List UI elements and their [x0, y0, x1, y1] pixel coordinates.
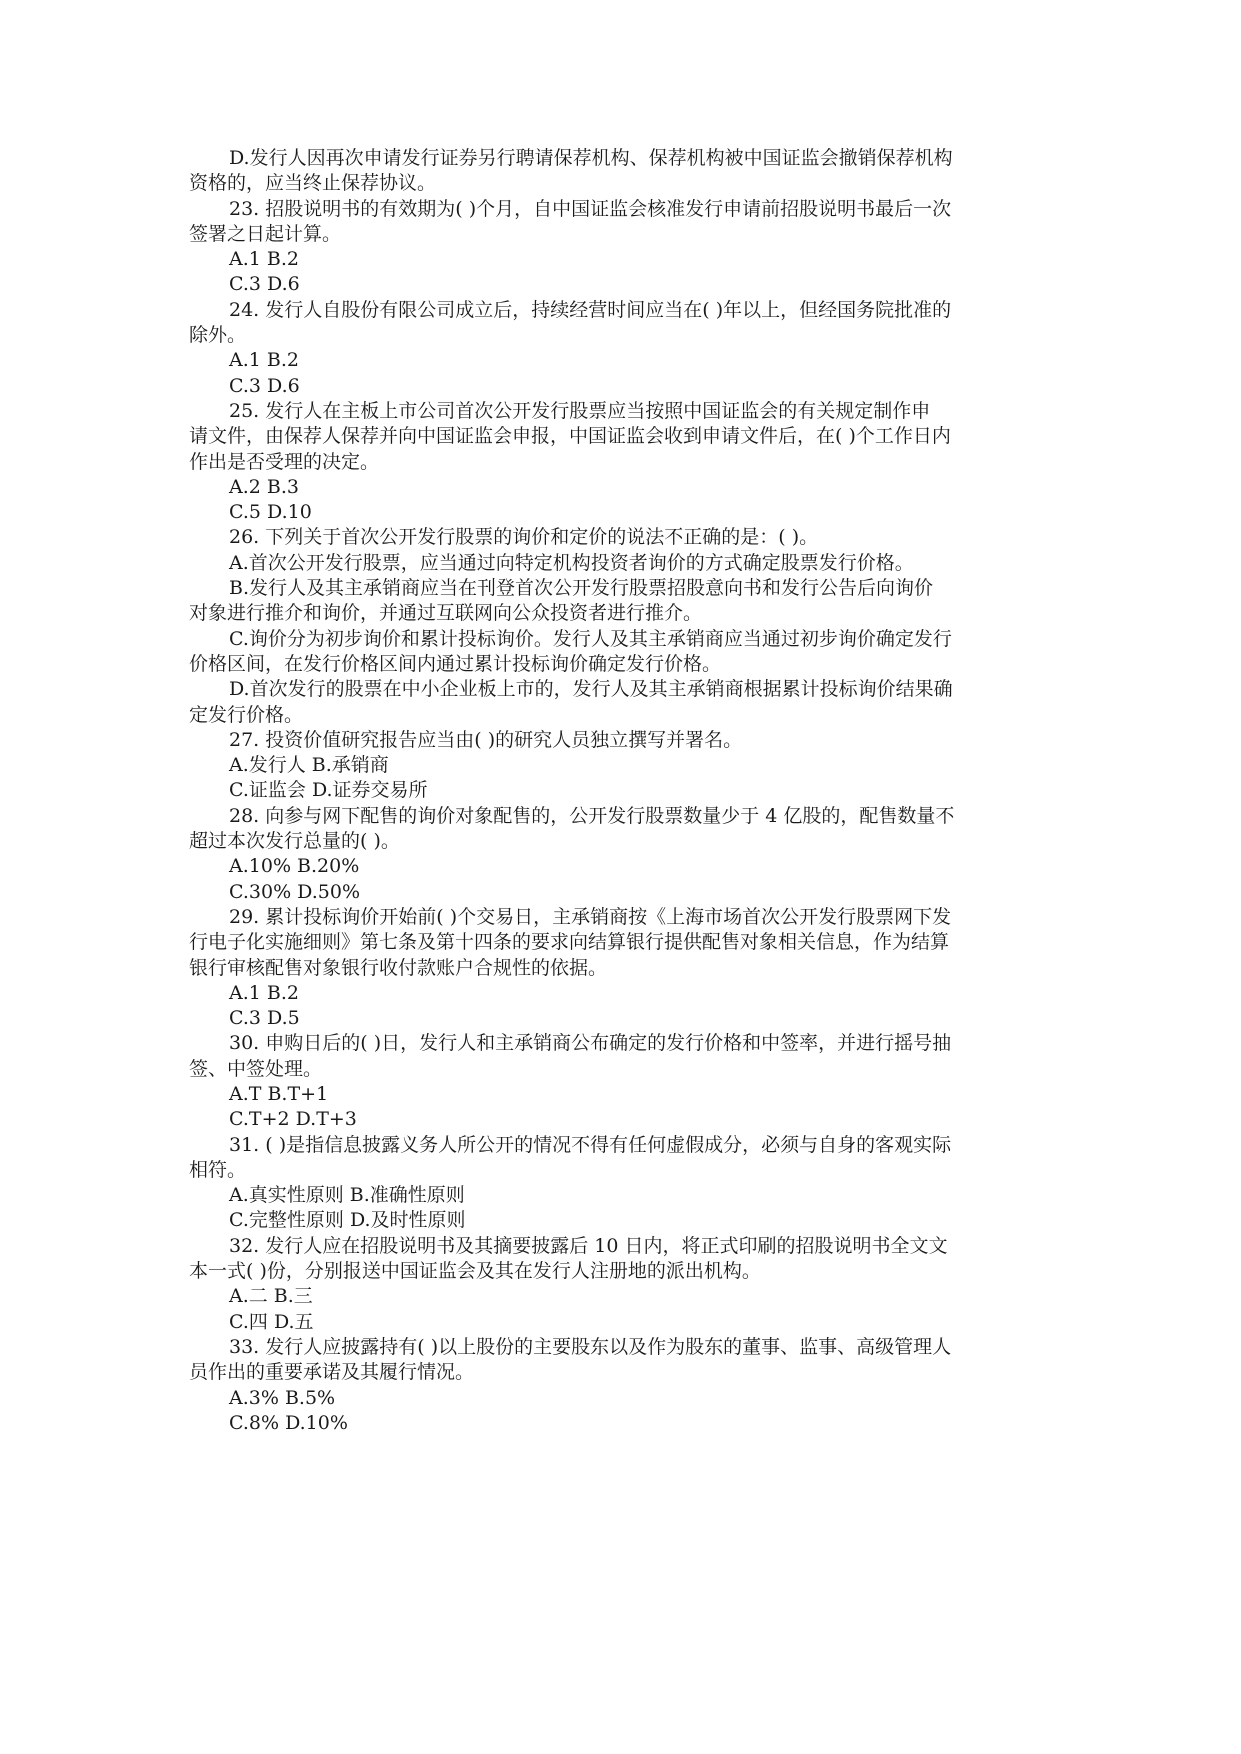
text-line: C.3 D.6 — [229, 374, 300, 397]
text-line: C.询价分为初步询价和累计投标询价。发行人及其主承销商应当通过初步询价确定发行 — [229, 627, 952, 650]
text-line: C.完整性原则 D.及时性原则 — [229, 1209, 466, 1232]
text-line: 32. 发行人应在招股说明书及其摘要披露后 10 日内，将正式印刷的招股说明书全文文 — [229, 1234, 948, 1257]
text-line: 签、中签处理。 — [189, 1057, 323, 1080]
text-line: 价格区间，在发行价格区间内通过累计投标询价确定发行价格。 — [189, 652, 722, 675]
text-line: 员作出的重要承诺及其履行情况。 — [189, 1361, 475, 1384]
text-line: 签署之日起计算。 — [189, 222, 342, 245]
text-line: A.1 B.2 — [229, 248, 299, 271]
text-line: B.发行人及其主承销商应当在刊登首次公开发行股票招股意向书和发行公告后向询价 — [229, 577, 934, 600]
text-line: C.3 D.6 — [229, 273, 300, 296]
text-line: 29. 累计投标询价开始前( )个交易日，主承销商按《上海市场首次公开发行股票网下发 — [229, 905, 952, 928]
text-line: 定发行价格。 — [189, 703, 304, 726]
text-line: A.3% B.5% — [229, 1386, 336, 1409]
text-line: 对象进行推介和询价，并通过互联网向公众投资者进行推介。 — [189, 602, 703, 625]
text-line: 除外。 — [189, 324, 247, 347]
text-line: 相符。 — [189, 1158, 247, 1181]
text-line: 请文件，由保荐人保荐并向中国证监会申报，中国证监会收到申请文件后，在( )个工作日内 — [189, 425, 951, 448]
text-line: 30. 申购日后的( )日，发行人和主承销商公布确定的发行价格和中签率，并进行摇号抽 — [229, 1032, 952, 1055]
text-line: A.首次公开发行股票，应当通过向特定机构投资者询价的方式确定股票发行价格。 — [229, 551, 914, 574]
text-line: C.T+2 D.T+3 — [229, 1108, 357, 1131]
text-line: C.5 D.10 — [229, 501, 312, 524]
text-line: D.首次发行的股票在中小企业板上市的，发行人及其主承销商根据累计投标询价结果确 — [229, 678, 953, 701]
text-line: A.1 B.2 — [229, 349, 299, 372]
text-line: 28. 向参与网下配售的询价对象配售的，公开发行股票数量少于 4 亿股的，配售数量不 — [229, 804, 955, 827]
text-line: 本一式( )份，分别报送中国证监会及其在发行人注册地的派出机构。 — [189, 1260, 761, 1283]
text-line: C.四 D.五 — [229, 1310, 314, 1333]
text-line: 25. 发行人在主板上市公司首次公开发行股票应当按照中国证监会的有关规定制作申 — [229, 399, 931, 422]
text-line: C.30% D.50% — [229, 880, 360, 903]
text-line: 26. 下列关于首次公开发行股票的询价和定价的说法不正确的是：( )。 — [229, 526, 819, 549]
text-line: A.1 B.2 — [229, 981, 299, 1004]
text-line: A.2 B.3 — [229, 475, 299, 498]
text-line: 33. 发行人应披露持有( )以上股份的主要股东以及作为股东的董事、监事、高级管理人 — [229, 1335, 952, 1358]
text-line: 超过本次发行总量的( )。 — [189, 830, 400, 853]
text-line: C.证监会 D.证券交易所 — [229, 779, 428, 802]
text-line: 27. 投资价值研究报告应当由( )的研究人员独立撰写并署名。 — [229, 728, 743, 751]
text-line: A.发行人 B.承销商 — [229, 754, 389, 777]
text-line: 23. 招股说明书的有效期为( )个月，自中国证监会核准发行申请前招股说明书最后一次 — [229, 197, 952, 220]
text-line: A.真实性原则 B.准确性原则 — [229, 1184, 465, 1207]
text-line: A.二 B.三 — [229, 1285, 313, 1308]
text-line: 31. ( )是指信息披露义务人所公开的情况不得有任何虚假成分，必须与自身的客观实际 — [229, 1133, 952, 1156]
text-line: 作出是否受理的决定。 — [189, 450, 380, 473]
text-line: C.8% D.10% — [229, 1411, 348, 1434]
text-line: 银行审核配售对象银行收付款账户合规性的依据。 — [189, 956, 608, 979]
text-line: D.发行人因再次申请发行证券另行聘请保荐机构、保荐机构被中国证监会撤销保荐机构 — [229, 147, 953, 169]
text-line: C.3 D.5 — [229, 1007, 300, 1030]
text-line: 资格的，应当终止保荐协议。 — [189, 172, 437, 195]
text-line: 24. 发行人自股份有限公司成立后，持续经营时间应当在( )年以上，但经国务院批准的 — [229, 298, 952, 321]
text-line: A.10% B.20% — [229, 855, 360, 878]
text-line: A.T B.T+1 — [229, 1082, 329, 1105]
text-line: 行电子化实施细则》第七条及第十四条的要求向结算银行提供配售对象相关信息，作为结算 — [189, 931, 950, 954]
document-page — [189, 146, 1053, 1436]
